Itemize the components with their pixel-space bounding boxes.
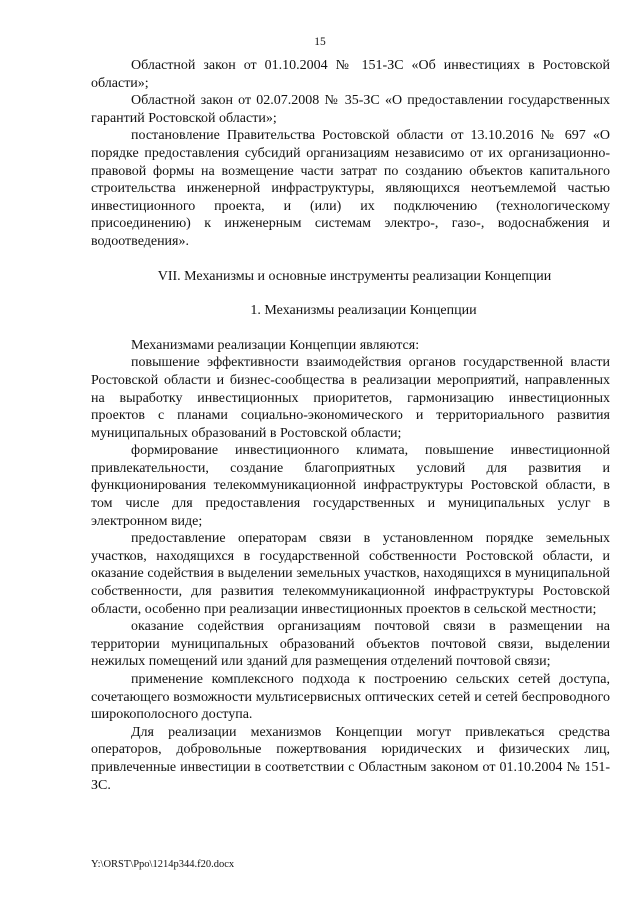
paragraph-law-151: Областной закон от 01.10.2004 № 151-ЗС «Об инвестициях в Ростовской области»; — [91, 58, 610, 91]
paragraph-mechanism-efficiency: повышение эффективности взаимодействия органов государственной власти Ростовской области и бизнес-сообщества в реализации мероприятий, направленных на выработку инвестиционных приоритетов, гармонизацию инвестиционных проектов с планами социально-экономического и территориального развития муниципальных образований в Ростовской области; — [91, 355, 610, 441]
paragraph-law-35: Областной закон от 02.07.2008 № 35-ЗС «О предоставлении государственных гарантий Ростовской области»; — [91, 93, 610, 126]
page-number: 15 — [314, 36, 326, 48]
paragraph-funding: Для реализации механизмов Концепции могут привлекаться средства операторов, добровольные пожертвования юридических и физических лиц, привлеченные инвестиции в соответствии с Областным законом от 01.10.2004 № 151-ЗС. — [91, 724, 610, 793]
section-heading: VII. Механизмы и основные инструменты реализации Концепции — [157, 268, 552, 284]
paragraph-mechanism-postal: оказание содействия организациям почтовой связи в размещении на территории муниципальных образований объектов почтовой связи, выделении нежилых помещений или зданий для размещения отделений почтовой связи; — [91, 619, 610, 670]
document-body — [91, 57, 610, 794]
subsection-heading: 1. Механизмы реализации Концепции — [250, 303, 477, 319]
footer-file-path: Y:\ORST\Ppo\1214p344.f20.docx — [91, 859, 235, 870]
paragraph-resolution-697: постановление Правительства Ростовской области от 13.10.2016 № 697 «О порядке предоставления субсидий организациям независимо от их организационно-правовой формы на возмещение части затрат по созданию объектов капитального строительства инженерной инфраструктуры, являющихся неотъемлемой частью инвестиционного проекта, и (или) их подключению (технологическому присоединению) к инженерным системам электро-, газо-, водоснабжения и водоотведения». — [91, 128, 610, 249]
paragraph-mechanism-land: предоставление операторам связи в установленном порядке земельных участков, находящихся в государственной собственности Ростовской области, и оказание содействия в выделении земельных участков, находящихся в муниципальной собственности, для развития телекоммуникационной инфраструктуры Ростовской области, особенно при реализации инвестиционных проектов в сельской местности; — [91, 531, 610, 617]
paragraph-mechanisms-intro: Механизмами реализации Концепции являются: — [131, 337, 420, 353]
paragraph-mechanism-rural-networks: применение комплексного подхода к построению сельских сетей доступа, сочетающего возможности мультисервисных оптических сетей и сетей беспроводного широкополосного доступа. — [91, 672, 610, 723]
paragraph-mechanism-climate: формирование инвестиционного климата, повышение инвестиционной привлекательности, создание благоприятных условий для развития и функционирования телекоммуникационной инфраструктуры Ростовской области, в том числе для предоставления государственных и муниципальных услуг в электронном виде; — [91, 443, 610, 529]
